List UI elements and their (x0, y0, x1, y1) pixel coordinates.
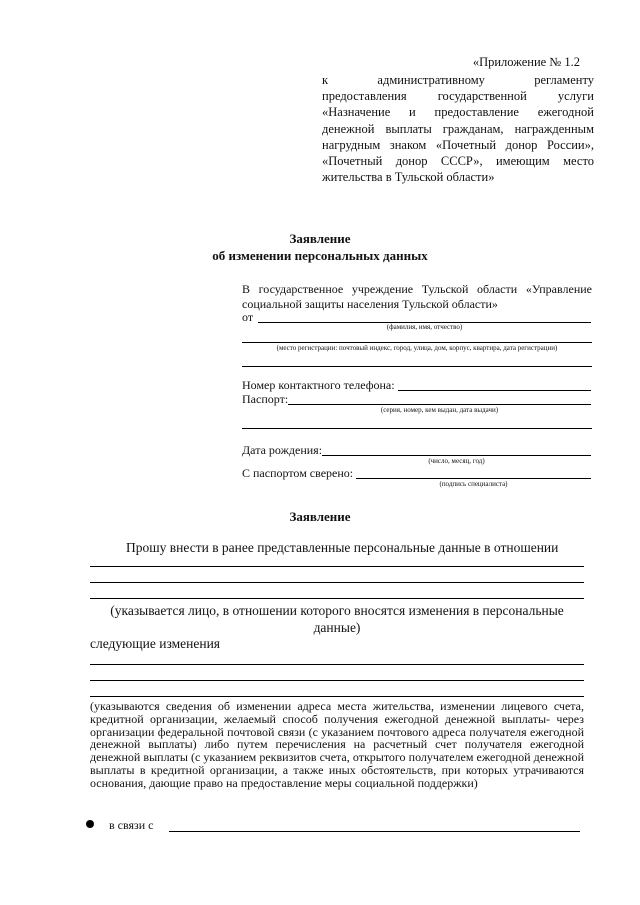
person-field-line-1[interactable] (90, 566, 584, 567)
document-subtitle: об изменении персональных данных (212, 248, 428, 263)
birth-date-field[interactable] (322, 455, 591, 456)
statement-title: Заявление (289, 509, 351, 524)
appendix-first-line: к административному регламенту (322, 73, 594, 87)
changes-note: (указываются сведения об изменении адреса места жительства, изменении лицевого счета, кредитной организации, желаемый способ получения ежегодной денежной выплаты- через организации федеральной почтовой связи (с указанием почтового адреса получателя ежегодной денежной выплаты) либо путем перечисления на расчетный счет получателя ежегодной денежной выплаты (с указанием реквизитов счета, открытого получателем ежегодной денежной выплаты в кредитной организации, а также иных обстоятельств, при которых утрачиваются основания, дающие право на предоставление меры социальной поддержки) (90, 699, 584, 790)
changes-field-line-2[interactable] (90, 680, 584, 681)
bullet-icon (86, 820, 94, 828)
passport-field-line-2[interactable] (242, 428, 592, 429)
person-caption: (указывается лицо, в отношении которого вносятся изменения в персональные (110, 603, 564, 618)
following-changes-label: следующие изменения (90, 636, 221, 651)
appendix-body: предоставления государственной услуги «Назначение и предоставление ежегодной денежной выплаты гражданам, награжденным нагрудным знаком «Почетный донор России», «Почетный донор СССР», имеющим место жительства в Тульской области» (322, 89, 594, 185)
passport-checked-label: С паспортом сверено: (242, 466, 354, 480)
appendix-title: «Приложение № 1.2 (472, 55, 580, 69)
person-field-line-2[interactable] (90, 582, 584, 583)
specialist-signature-caption: (подпись специалиста) (439, 480, 508, 488)
document-title: Заявление (289, 231, 351, 246)
birth-date-caption: (число, месяц, год) (428, 457, 485, 465)
reason-label: в связи с (109, 818, 154, 832)
changes-field-line-1[interactable] (90, 664, 584, 665)
passport-caption: (серия, номер, кем выдан, дата выдачи) (380, 406, 499, 414)
person-caption-2: данные) (313, 620, 361, 635)
changes-field-line-3[interactable] (90, 696, 584, 697)
registration-field-line-2[interactable] (242, 366, 592, 367)
passport-label: Паспорт: (242, 392, 289, 406)
person-field-line-3[interactable] (90, 598, 584, 599)
phone-field[interactable] (398, 390, 591, 391)
birth-date-label: Дата рождения: (242, 443, 323, 457)
appendix-text (322, 72, 594, 185)
recipient-text: В государственное учреждение Тульской области «Управление социальной защиты населения Тульской области» (242, 282, 592, 311)
from-label: от (242, 310, 254, 324)
passport-field[interactable] (288, 404, 591, 405)
reason-field[interactable] (169, 831, 580, 832)
registration-field[interactable] (242, 342, 592, 343)
fio-caption: (фамилия, имя, отчество) (386, 323, 463, 331)
phone-label: Номер контактного телефона: (242, 378, 395, 392)
request-text: Прошу внести в ранее представленные персональные данные в отношении (126, 540, 559, 555)
registration-caption: (место регистрации: почтовый индекс, город, улица, дом, корпус, квартира, дата регистрации) (276, 344, 558, 352)
specialist-signature-field[interactable] (356, 478, 591, 479)
